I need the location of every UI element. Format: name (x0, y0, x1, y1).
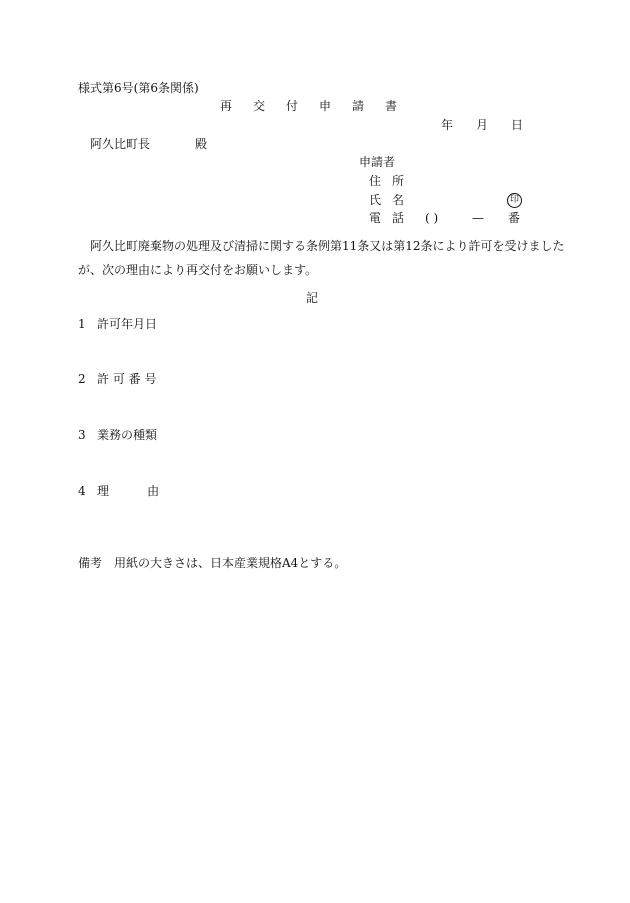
phone-area-code-parens: ( ) (425, 211, 439, 225)
ki-heading: 記 (306, 291, 319, 305)
addressee: 阿久比町長 (90, 137, 151, 151)
name-label: 氏名 (369, 193, 416, 207)
phone-label: 電話 (369, 211, 416, 225)
form-label: 様式第6号(第6条関係) (78, 81, 199, 95)
phone-suffix: 番 (508, 211, 521, 225)
document-title: 再交付申請書 (220, 99, 419, 113)
item-1-number: 1 (78, 317, 86, 331)
item-1-label: 許可年月日 (97, 317, 158, 331)
item-3-label: 業務の種類 (97, 428, 158, 442)
phone-dash: — (472, 211, 484, 225)
body-text-line-1: 阿久比町廃棄物の処理及び清掃に関する条例第11条又は第12条により許可を受けました (90, 239, 565, 253)
applicant-heading: 申請者 (359, 155, 396, 169)
item-2-label: 許 可 番 号 (97, 372, 157, 386)
seal-mark: 印 (507, 193, 522, 208)
body-text-line-2: が、次の理由により再交付をお願いします。 (78, 263, 318, 277)
item-3-number: 3 (78, 428, 86, 442)
item-4-number: 4 (78, 484, 86, 498)
date-line: 年月日 (441, 118, 547, 132)
item-4-label: 理 由 (97, 484, 160, 498)
note: 備考 用紙の大きさは、日本産業規格A4とする。 (78, 556, 347, 570)
item-2-number: 2 (78, 372, 86, 386)
address-label: 住所 (369, 174, 416, 188)
honorific: 殿 (195, 137, 208, 151)
